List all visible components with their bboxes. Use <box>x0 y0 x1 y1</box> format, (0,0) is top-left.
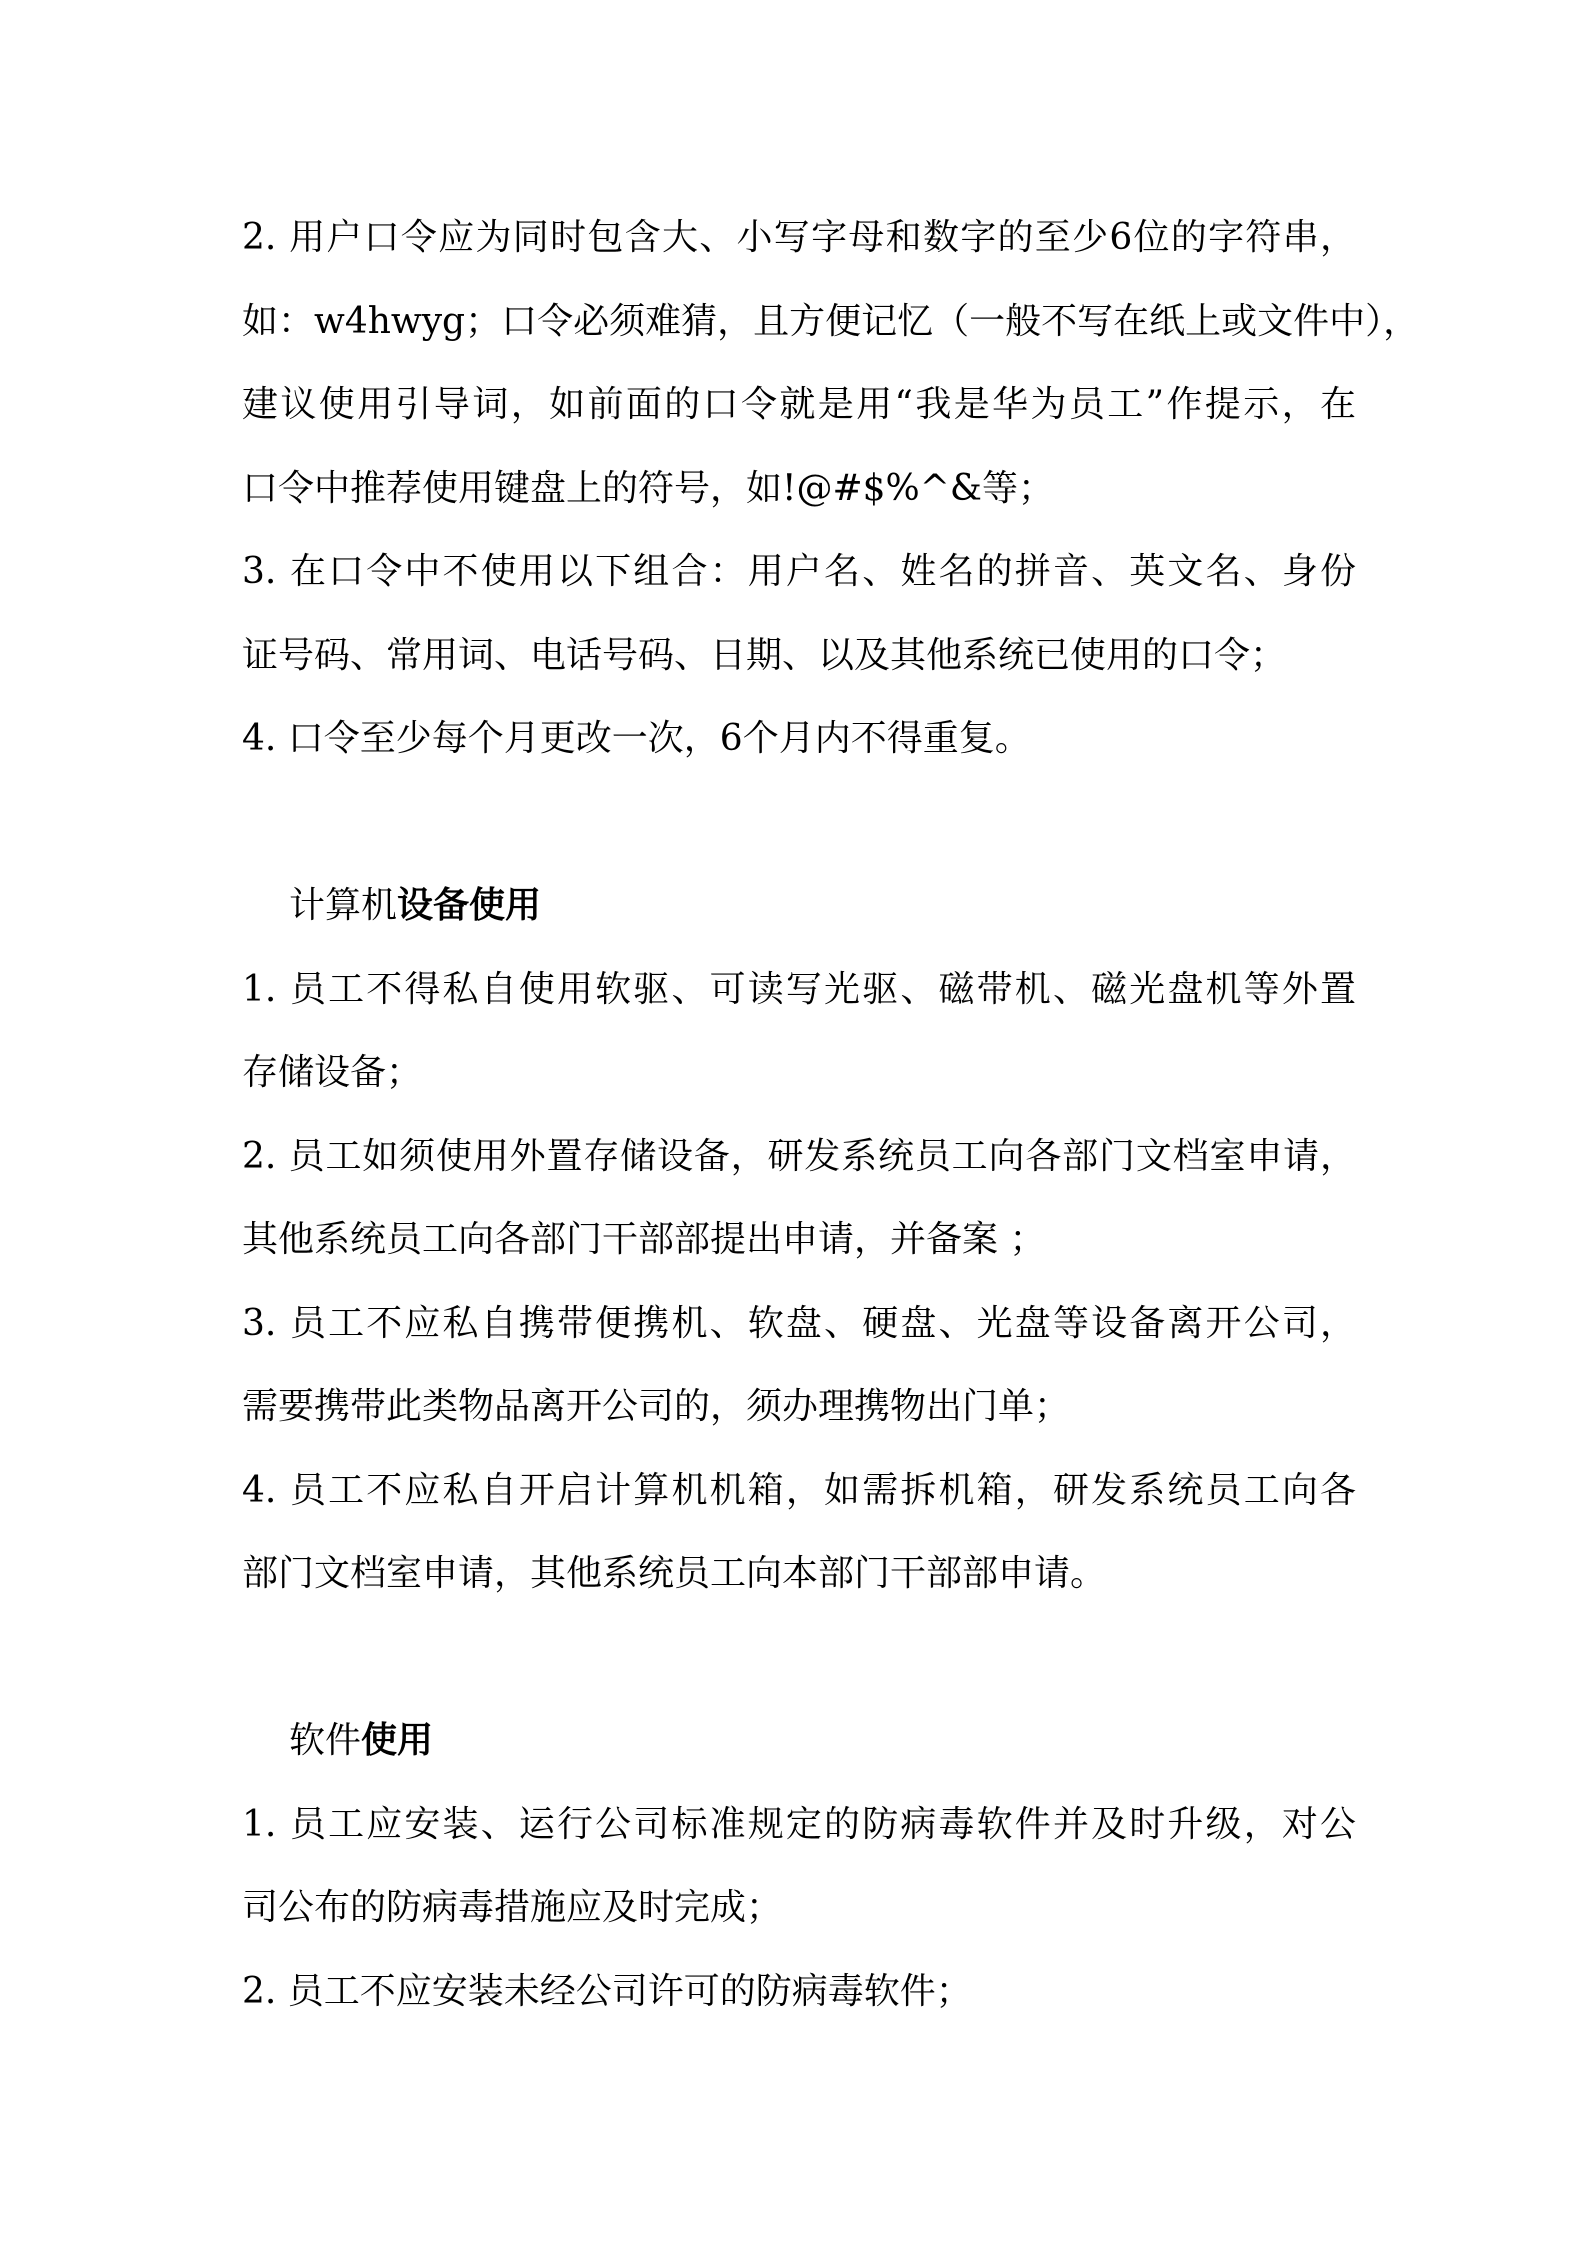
paragraph-line: 1. 员工应安装、运行公司标准规定的防病毒软件并及时升级，对公 <box>242 1803 1356 1845</box>
heading-bold-text: 设备使用 <box>397 884 542 926</box>
paragraph-line: 建议使用引导词，如前面的口令就是用“我是华为员工”作提示，在 <box>242 384 1356 425</box>
document-page <box>242 196 1420 2033</box>
blank-line <box>242 1616 1356 1700</box>
heading-normal-text: 软件 <box>289 1720 362 1761</box>
section-heading-software <box>242 1699 1356 1783</box>
paragraph-line: 存储设备； <box>242 1052 423 1093</box>
paragraph-line: 4. 口令至少每个月更改一次，6个月内不得重复。 <box>242 718 1031 759</box>
paragraph-line: 3. 员工不应私自携带便携机、软盘、硬盘、光盘等设备离开公司， <box>242 1302 1356 1344</box>
paragraph-line: 需要携带此类物品离开公司的，须办理携物出门单； <box>242 1386 1071 1427</box>
blank-line <box>242 781 1356 865</box>
heading-normal-text: 计算机 <box>289 885 398 926</box>
paragraph-line: 2. 员工不应安装未经公司许可的防病毒软件； <box>242 1970 972 2012</box>
paragraph-line: 4. 员工不应私自开启计算机机箱，如需拆机箱，研发系统员工向各 <box>242 1469 1356 1511</box>
paragraph-line: 司公布的防病毒措施应及时完成； <box>242 1887 783 1928</box>
paragraph-line: 其他系统员工向各部门干部部提出申请，并备案 ； <box>242 1219 1046 1260</box>
paragraph-line: 2. 员工如须使用外置存储设备，研发系统员工向各部门文档室申请， <box>242 1135 1356 1177</box>
paragraph-line: 证号码、常用词、电话号码、日期、以及其他系统已使用的口令； <box>242 634 1287 676</box>
paragraph-line: 如：w4hwyg；口令必须难猜，且方便记忆（一般不写在纸上或文件中）， <box>242 300 1420 342</box>
paragraph-line: 1. 员工不得私自使用软驱、可读写光驱、磁带机、磁光盘机等外置 <box>242 968 1356 1010</box>
paragraph-line: 部门文档室申请，其他系统员工向本部门干部部申请。 <box>242 1553 1107 1594</box>
password-rules-section <box>242 196 1420 781</box>
software-rules-section <box>242 1783 1356 2034</box>
heading-bold-text: 使用 <box>361 1719 434 1761</box>
equipment-rules-section <box>242 948 1356 1616</box>
paragraph-line: 2. 用户口令应为同时包含大、小写字母和数字的至少6位的字符串， <box>242 217 1356 258</box>
section-heading-equipment <box>242 864 1356 948</box>
paragraph-line: 口令中推荐使用键盘上的符号，如!@#$%^&等； <box>242 467 1054 509</box>
paragraph-line: 3. 在口令中不使用以下组合：用户名、姓名的拼音、英文名、身份 <box>242 551 1356 592</box>
